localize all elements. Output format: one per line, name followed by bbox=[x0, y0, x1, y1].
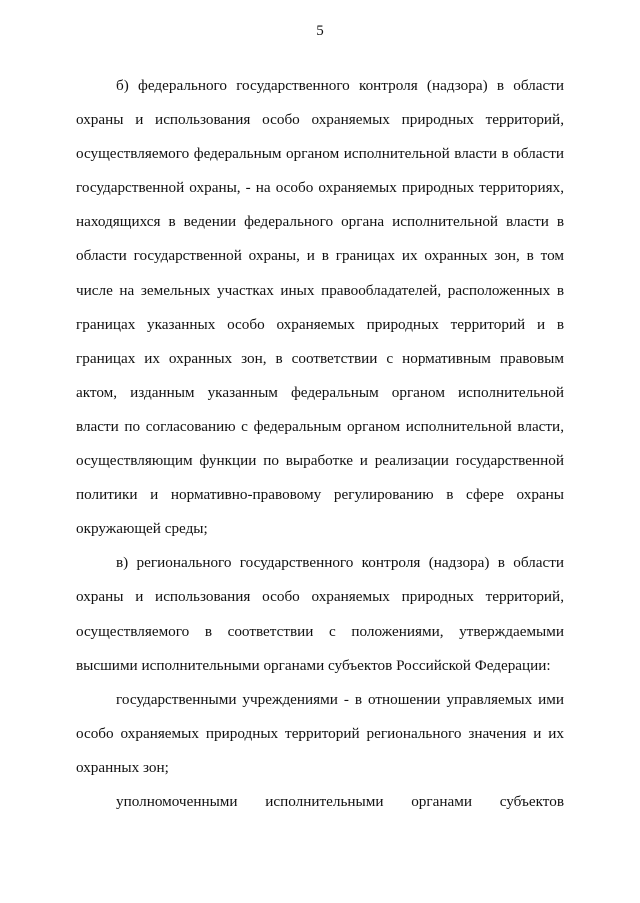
document-body bbox=[76, 69, 564, 819]
paragraph-v: в) регионального государственного контроля (надзора) в области охраны и использования особо охраняемых природных территорий, осуществляемого в соответствии с положениями, утверждаемыми высшими исполнительными органами субъектов Российской Федерации: bbox=[76, 554, 564, 674]
page-number: 5 bbox=[316, 23, 324, 39]
paragraph-authorized-bodies: уполномоченными исполнительными органами субъектов bbox=[116, 792, 564, 810]
paragraph-b: б) федерального государственного контроля (надзора) в области охраны и использования особо охраняемых природных территорий, осуществляемого федеральным органом исполнительной власти в области государственной охраны, - на особо охраняемых природных территориях, находящихся в ведении федерального органа исполнительной власти в области государственной охраны, и в границах их охранных зон, в том числе на земельных участках иных правообладателей, расположенных в границах указанных особо охраняемых природных территорий и в границах их охранных зон, в соответствии с нормативным правовым актом, изданным указанным федеральным органом исполнительной власти по согласованию с федеральным органом исполнительной власти, осуществляющим функции по выработке и реализации государственной политики и нормативно-правовому регулированию в сфере охраны окружающей среды; bbox=[76, 77, 564, 538]
paragraph-state-institutions: государственными учреждениями - в отношении управляемых ими особо охраняемых природных территорий регионального значения и их охранных зон; bbox=[76, 690, 564, 776]
